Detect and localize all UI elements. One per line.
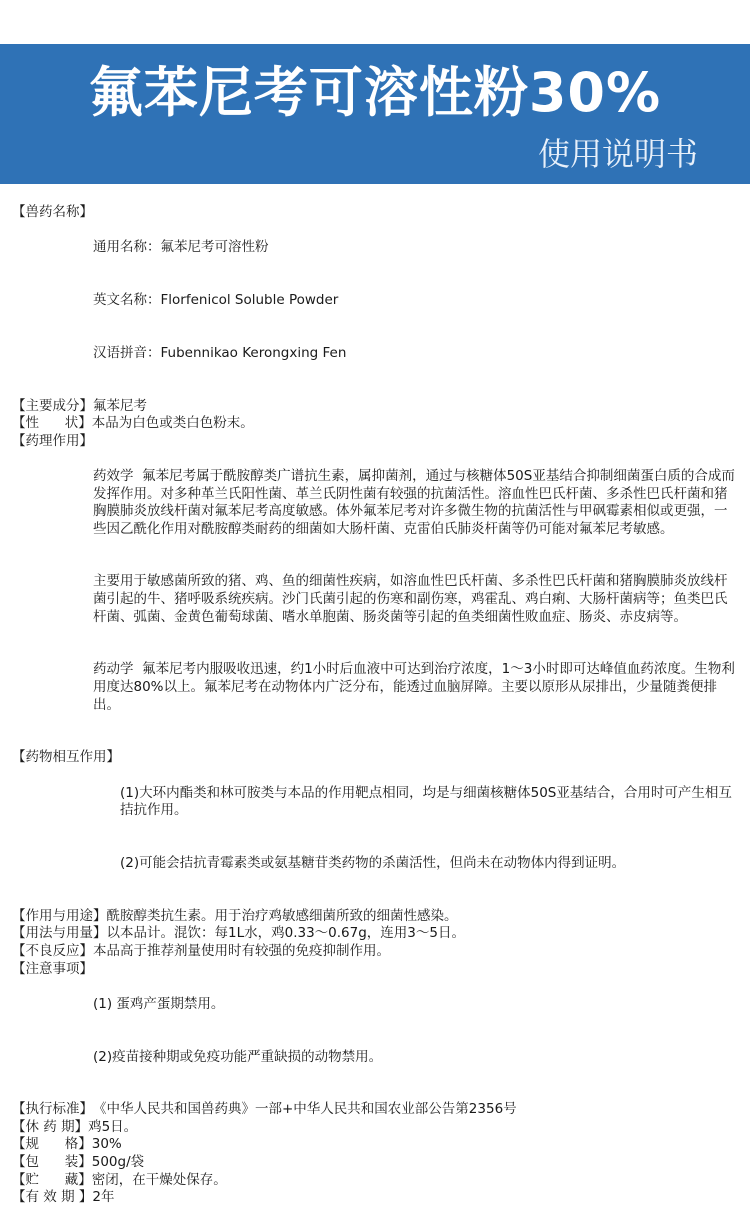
package-value: 500g/袋 [91,1154,145,1171]
caution-section [12,961,740,1102]
standard-label: 【执行标准】 [12,1101,93,1118]
property-section [12,415,740,433]
pharmacokinetics-paragraph: 药动学 氟苯尼考内服吸收迅速，约1小时后血液中可达到治疗浓度，1～3小时即可达峰值血药浓度。生物利用度达80%以上。氟苯尼考在动物体内广泛分布，能透过血脑屏障。主要以原形从尿排出，少量随粪便排出。 [93,661,735,713]
ingredient-section [12,398,740,416]
interaction-label: 【药物相互作用】 [12,749,120,766]
common-name-value: 氟苯尼考可溶性粉 [160,239,269,256]
spec-section [12,1136,740,1154]
package-label: 【包 装】 [12,1154,92,1171]
storage-section [12,1172,740,1190]
usage-label: 【作用与用途】 [12,907,107,924]
storage-value: 密闭，在干燥处保存。 [91,1171,227,1188]
drug-name-section [12,204,740,398]
instruction-body [12,204,740,1207]
caution-item-1: (1) 蛋鸡产蛋期禁用。 [93,995,225,1012]
common-name-row [93,239,740,257]
product-title: 氟苯尼考可溶性粉30% [88,61,662,124]
property-value: 本品为白色或类白色粉末。 [91,415,254,432]
validity-section [12,1189,740,1207]
title-banner [0,44,750,184]
interaction-item-2: (2)可能会拮抗青霉素类或氨基糖苷类药物的杀菌活性，但尚未在动物体内得到证明。 [120,854,626,871]
withdrawal-value: 鸡5日。 [88,1118,138,1135]
spec-label: 【规 格】 [12,1136,92,1153]
interaction-item-1: (1)大环内酯类和林可胺类与本品的作用靶点相同，均是与细菌核糖体50S亚基结合，合用时可产生相互拮抗作用。 [120,784,732,819]
standard-section [12,1101,740,1119]
package-section [12,1154,740,1172]
ingredient-label: 【主要成分】 [12,397,93,414]
drug-name-label: 【兽药名称】 [12,204,93,220]
ingredient-value: 氟苯尼考 [93,397,147,414]
pinyin-name-value: Fubennikao Kerongxing Fen [160,344,347,361]
english-name-row [93,292,740,310]
pinyin-name-key: 汉语拼音： [93,344,161,361]
dosage-value: 以本品计。混饮：每1L水，鸡0.33～0.67g，连用3～5日。 [106,925,465,942]
usage-section [12,908,740,926]
caution-item-2: (2)疫苗接种期或免疫功能严重缺损的动物禁用。 [93,1048,383,1065]
common-name-key: 通用名称： [93,239,161,256]
property-label: 【性 状】 [12,415,92,432]
indications-paragraph: 主要用于敏感菌所致的猪、鸡、鱼的细菌性疾病，如溶血性巴氏杆菌、多杀性巴氏杆菌和猪胸膜肺炎放线杆菌引起的牛、猪呼吸系统疾病。沙门氏菌引起的伤寒和副伤寒，鸡霍乱、鸡白痢、大肠杆菌病等；鱼类巴氏杆菌、弧菌、金黄色葡萄球菌、嗜水单胞菌、肠炎菌等引起的鱼类细菌性败血症、肠炎、赤皮病等。 [93,573,728,625]
usage-value: 酰胺醇类抗生素。用于治疗鸡敏感细菌所致的细菌性感染。 [106,907,458,924]
interaction-section [12,749,740,907]
pinyin-name-row [93,345,740,363]
pharmacology-section [12,433,740,750]
dosage-section [12,925,740,943]
pharmacology-label: 【药理作用】 [12,432,93,449]
withdrawal-label: 【休 药 期】 [12,1118,89,1135]
instructions-subtitle: 使用说明书 [537,135,698,173]
withdrawal-section [12,1119,740,1137]
validity-value: 2年 [92,1189,115,1206]
dosage-label: 【用法与用量】 [12,925,107,942]
english-name-value: Florfenicol Soluble Powder [160,291,339,308]
validity-label: 【有 效 期 】 [12,1189,93,1206]
caution-label: 【注意事项】 [12,960,93,977]
pharmacodynamics-paragraph: 药效学 氟苯尼考属于酰胺醇类广谱抗生素，属抑菌剂，通过与核糖体50S亚基结合抑制细菌蛋白质的合成而发挥作用。对多种革兰氏阳性菌、革兰氏阴性菌有较强的抗菌活性。溶血性巴氏杆菌、多杀性巴氏杆菌和猪胸膜肺炎放线杆菌对氟苯尼考高度敏感。体外氟苯尼考对许多微生物的抗菌活性与甲砜霉素相似或更强，一些因乙酰化作用对酰胺醇类耐药的细菌如大肠杆菌、克雷伯氏肺炎杆菌等仍可能对氟苯尼考敏感。 [93,467,735,537]
standard-value: 《中华人民共和国兽药典》一部+中华人民共和国农业部公告第2356号 [93,1101,517,1118]
adverse-value: 本品高于推荐剂量使用时有较强的免疫抑制作用。 [93,942,390,959]
adverse-label: 【不良反应】 [12,942,93,959]
storage-label: 【贮 藏】 [12,1171,92,1188]
adverse-section [12,943,740,961]
english-name-key: 英文名称： [93,291,161,308]
spec-value: 30% [91,1136,122,1153]
